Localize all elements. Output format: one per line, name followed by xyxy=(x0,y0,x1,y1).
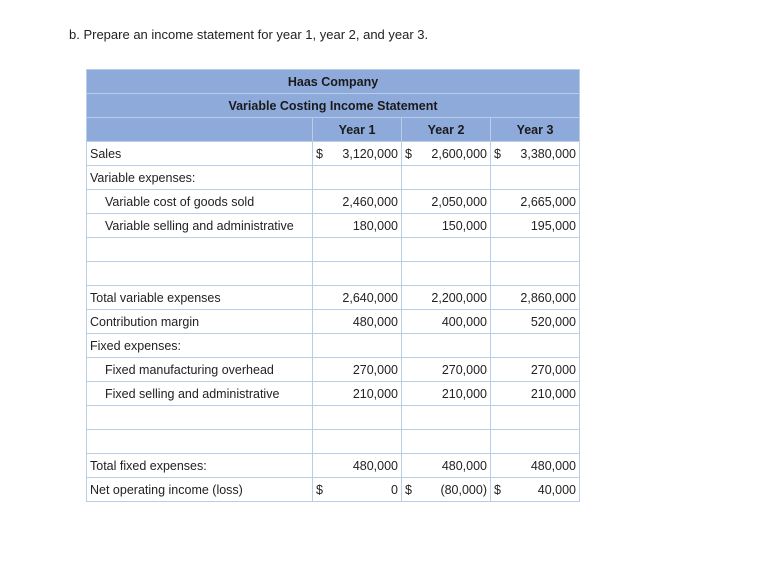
company-name: Haas Company xyxy=(87,70,580,94)
blank-input-label[interactable] xyxy=(87,262,313,286)
total-variable-year-1[interactable]: 2,640,000 xyxy=(313,286,402,310)
blank-input-year-2[interactable] xyxy=(402,238,491,262)
variable-sga-year-1[interactable]: 180,000 xyxy=(313,214,402,238)
total-variable-year-2[interactable]: 2,200,000 xyxy=(402,286,491,310)
column-header-year-2: Year 2 xyxy=(402,118,491,142)
sales-year-2: 2,600,000 xyxy=(431,146,487,161)
total-fixed-year-3[interactable]: 480,000 xyxy=(491,454,580,478)
net-income-year-1-cell[interactable] xyxy=(313,478,402,502)
table-row-blank xyxy=(87,238,580,262)
variable-cogs-year-3[interactable]: 2,665,000 xyxy=(491,190,580,214)
blank-input-year-2[interactable] xyxy=(402,406,491,430)
column-header-year-1: Year 1 xyxy=(313,118,402,142)
fixed-expenses-label: Fixed expenses: xyxy=(87,334,313,358)
dollar-sign: $ xyxy=(405,482,412,497)
table-row-total-fixed xyxy=(87,454,580,478)
contribution-margin-year-2[interactable]: 400,000 xyxy=(402,310,491,334)
net-income-label[interactable]: Net operating income (loss) xyxy=(87,478,313,502)
question-prompt: b. Prepare an income statement for year 1, year 2, and year 3. xyxy=(69,27,429,42)
dollar-sign: $ xyxy=(494,146,501,161)
blank-input-year-1[interactable] xyxy=(313,406,402,430)
contribution-margin-year-1[interactable]: 480,000 xyxy=(313,310,402,334)
blank-input-year-2[interactable] xyxy=(402,430,491,454)
total-fixed-year-1[interactable]: 480,000 xyxy=(313,454,402,478)
blank-input-label[interactable] xyxy=(87,430,313,454)
sales-year-1-cell[interactable] xyxy=(313,142,402,166)
variable-cogs-year-1[interactable]: 2,460,000 xyxy=(313,190,402,214)
table-row-variable-sga xyxy=(87,214,580,238)
fixed-sga-year-2[interactable]: 210,000 xyxy=(402,382,491,406)
table-row-fixed-sga xyxy=(87,382,580,406)
fixed-mfg-year-3[interactable]: 270,000 xyxy=(491,358,580,382)
net-income-year-3-cell[interactable] xyxy=(491,478,580,502)
fixed-sga-label[interactable]: Fixed selling and administrative xyxy=(87,382,313,406)
table-row-variable-expenses-heading xyxy=(87,166,580,190)
table-row-variable-cogs xyxy=(87,190,580,214)
sales-year-3-cell[interactable] xyxy=(491,142,580,166)
variable-sga-year-2[interactable]: 150,000 xyxy=(402,214,491,238)
column-header-year-3: Year 3 xyxy=(491,118,580,142)
income-statement-table xyxy=(86,69,580,502)
dollar-sign: $ xyxy=(316,146,323,161)
net-income-year-3: 40,000 xyxy=(537,482,576,497)
table-row-net-income xyxy=(87,478,580,502)
blank-input-year-2[interactable] xyxy=(402,262,491,286)
total-fixed-year-2[interactable]: 480,000 xyxy=(402,454,491,478)
dollar-sign: $ xyxy=(494,482,501,497)
sales-label[interactable]: Sales xyxy=(87,142,313,166)
sales-year-3: 3,380,000 xyxy=(520,146,576,161)
sales-year-2-cell[interactable] xyxy=(402,142,491,166)
variable-sga-year-3[interactable]: 195,000 xyxy=(491,214,580,238)
table-row-contribution-margin xyxy=(87,310,580,334)
blank-input-label[interactable] xyxy=(87,238,313,262)
net-income-year-1: 0 xyxy=(391,482,398,497)
table-row-sales xyxy=(87,142,580,166)
blank-input-label[interactable] xyxy=(87,406,313,430)
blank-input-year-3[interactable] xyxy=(491,406,580,430)
fixed-sga-year-1[interactable]: 210,000 xyxy=(313,382,402,406)
table-row-total-variable xyxy=(87,286,580,310)
statement-title: Variable Costing Income Statement xyxy=(87,94,580,118)
variable-cogs-year-2[interactable]: 2,050,000 xyxy=(402,190,491,214)
table-row-blank xyxy=(87,406,580,430)
contribution-margin-year-3[interactable]: 520,000 xyxy=(491,310,580,334)
contribution-margin-label[interactable]: Contribution margin xyxy=(87,310,313,334)
net-income-year-2: (80,000) xyxy=(440,482,487,497)
table-row-fixed-mfg xyxy=(87,358,580,382)
total-variable-year-3[interactable]: 2,860,000 xyxy=(491,286,580,310)
variable-expenses-label: Variable expenses: xyxy=(87,166,313,190)
fixed-mfg-year-2[interactable]: 270,000 xyxy=(402,358,491,382)
sales-year-1: 3,120,000 xyxy=(342,146,398,161)
net-income-year-2-cell[interactable] xyxy=(402,478,491,502)
variable-cogs-label[interactable]: Variable cost of goods sold xyxy=(87,190,313,214)
blank-input-year-3[interactable] xyxy=(491,430,580,454)
fixed-sga-year-3[interactable]: 210,000 xyxy=(491,382,580,406)
blank-input-year-3[interactable] xyxy=(491,262,580,286)
blank-input-year-1[interactable] xyxy=(313,430,402,454)
table-row-blank xyxy=(87,262,580,286)
table-row-fixed-expenses-heading xyxy=(87,334,580,358)
fixed-mfg-year-1[interactable]: 270,000 xyxy=(313,358,402,382)
total-variable-label[interactable]: Total variable expenses xyxy=(87,286,313,310)
table-row-blank xyxy=(87,430,580,454)
blank-input-year-1[interactable] xyxy=(313,262,402,286)
header-blank-cell xyxy=(87,118,313,142)
total-fixed-label[interactable]: Total fixed expenses: xyxy=(87,454,313,478)
blank-input-year-1[interactable] xyxy=(313,238,402,262)
dollar-sign: $ xyxy=(316,482,323,497)
blank-input-year-3[interactable] xyxy=(491,238,580,262)
fixed-mfg-label[interactable]: Fixed manufacturing overhead xyxy=(87,358,313,382)
dollar-sign: $ xyxy=(405,146,412,161)
variable-sga-label[interactable]: Variable selling and administrative xyxy=(87,214,313,238)
